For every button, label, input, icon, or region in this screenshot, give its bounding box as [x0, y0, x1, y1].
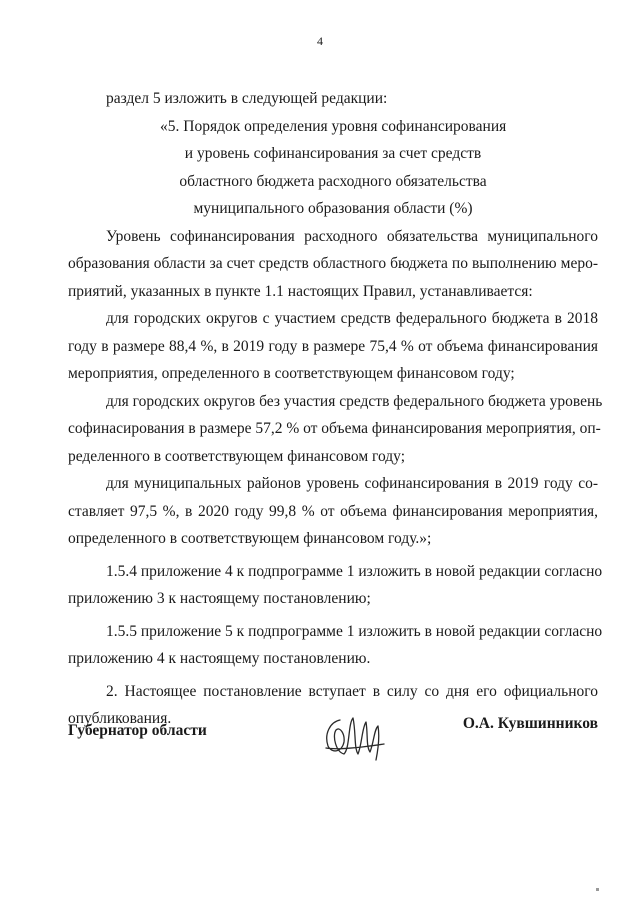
- handwritten-signature: [318, 708, 388, 763]
- paragraph-city-no-federal: [68, 388, 603, 471]
- text-line: для городских округов с участием средств федерального бюджета в 2018: [106, 310, 598, 327]
- text-line: приятий, указанных в пункте 1.1 настоящих Правил, устанавливается:: [68, 282, 533, 300]
- text-line: опубликования.: [68, 710, 172, 727]
- signatory-name: О.А. Кувшинников: [462, 715, 598, 732]
- text-line: году в размере 88,4 %, в 2019 году в размере 75,4 % от объема финансирования: [68, 337, 598, 355]
- text-line: для городских округов без участия средств федерального бюджета уровень: [106, 392, 603, 410]
- text-line: ставляет 97,5 %, в 2020 году 99,8 % от объема финансирования мероприятия,: [68, 502, 598, 520]
- text-line: для муниципальных районов уровень софинансирования в 2019 году со-: [106, 475, 598, 492]
- text-line: образования области за счет средств областного бюджета по выполнению меро-: [68, 255, 598, 272]
- paragraph-city-federal: [68, 305, 598, 388]
- intro-line: раздел 5 изложить в следующей редакции:: [106, 90, 388, 107]
- page-number: 4: [317, 34, 323, 48]
- text-line: 1.5.4 приложение 4 к подпрограмме 1 изложить в новой редакции согласно: [106, 562, 603, 580]
- text-line: мероприятия, определенного в соответствующем финансовом году;: [68, 365, 515, 382]
- text-line: 2. Настоящее постановление вступает в силу со дня его официального: [106, 682, 598, 700]
- heading-line: «5. Порядок определения уровня софинансирования: [160, 117, 507, 135]
- signature-block: [68, 712, 598, 762]
- signatory-title: Губернатор области: [68, 722, 207, 739]
- text-line: ределенного в соответствующем финансовом году;: [68, 447, 406, 465]
- text-line: приложению 3 к настоящему постановлению;: [68, 590, 371, 607]
- paragraph-1-5-4: [68, 558, 603, 613]
- text-line: приложению 4 к настоящему постановлению.: [68, 650, 371, 667]
- paragraph-1-5-5: [68, 618, 603, 673]
- text-line: определенного в соответствующем финансовом году.»;: [68, 530, 432, 547]
- heading-line: и уровень софинансирования за счет средств: [184, 145, 482, 162]
- heading-line: муниципального образования области (%): [193, 200, 473, 217]
- paragraph-municipal-districts: [68, 470, 598, 553]
- document-body: [68, 85, 603, 733]
- section-heading: [68, 113, 598, 223]
- text-line: софинасирования в размере 57,2 % от объема финансирования мероприятия, оп-: [68, 420, 601, 437]
- scan-mark: [596, 888, 599, 891]
- heading-line: областного бюджета расходного обязательства: [179, 172, 487, 190]
- text-line: 1.5.5 приложение 5 к подпрограмме 1 изложить в новой редакции согласно: [106, 622, 603, 640]
- paragraph-cofinancing-level: [68, 223, 598, 306]
- text-line: Уровень софинансирования расходного обязательства муниципального: [106, 227, 598, 245]
